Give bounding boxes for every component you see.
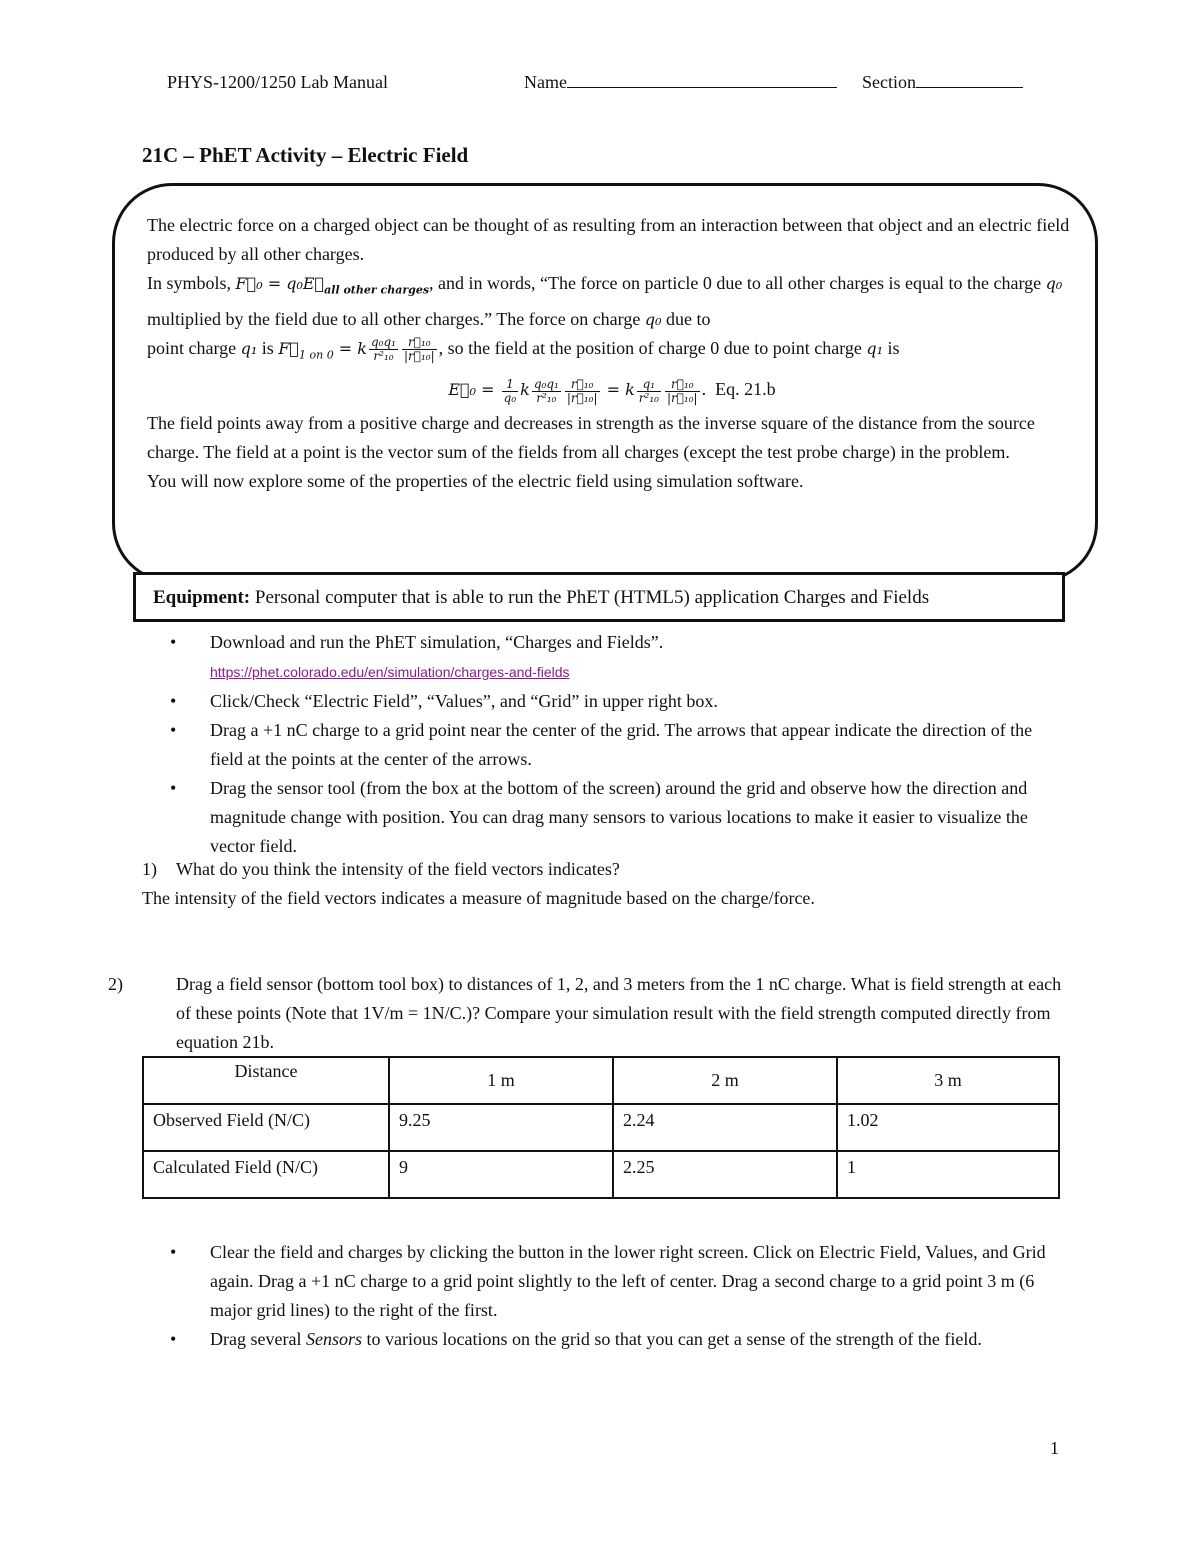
equipment-text: Personal computer that is able to run the PhET (HTML5) application Charges and Fields [250,587,930,608]
table-cell[interactable]: 1.02 [837,1104,1059,1151]
table-cell[interactable]: 9 [389,1151,613,1198]
force-equation: F⃗₀ = q₀E⃗ [235,274,325,293]
intro-paragraph-1: The electric force on a charged object can be thought of as resulting from an interaction between that object and an electric field produced by all other charges. [147,215,1070,264]
question-2: 2) Drag a field sensor (bottom tool box) to distances of 1, 2, and 3 meters from the 1 nC charge. What is field strength at each of these points (Note that 1V/m = 1N/C.)? Compare your simulation result with the field strength computed directly from equation 21b. [108,974,1062,1052]
intro-paragraph-5: You will now explore some of the properties of the electric field using simulation software. [147,470,804,491]
phet-link[interactable]: https://phet.colorado.edu/en/simulation/charges-and-fields [210,664,570,680]
setup-steps [168,628,1063,861]
intro-paragraph-2: In symbols, F⃗₀ = $q_0E⃗_{all other charges}$, and in words, “The force on particle 0 due to all other charges is equal to the charge q₀ multiplied by the field due to all other charges.” The force on charge q₀ due to [147,273,1063,329]
equation-21b: E⃗₀ = $\frac{1}{\text{q₀}}$ k $\frac{\text{q₀q₁}}{\text{r²₁₀}}$ $\frac{\text{r⃗₁₀}}{\text{|r⃗₁₀|}}$ = k $\frac{\text{q₁}}{\text{r²₁₀}}$ $\frac{\text{r⃗₁₀}}{\text{|r⃗₁₀|}}$ . Eq. 21.b [448,376,776,405]
page-title: 21C – PhET Activity – Electric Field [142,143,469,167]
table-row [143,1151,1059,1198]
table-cell[interactable]: 2.25 [613,1151,837,1198]
name-label: Name [524,72,567,92]
row-label: Observed Field (N/C) [143,1104,389,1151]
section-field[interactable] [862,72,1023,93]
section-blank [916,72,1023,88]
section-label: Section [862,72,916,92]
table-row [143,1104,1059,1151]
name-field[interactable] [524,72,837,93]
equipment-box [133,572,1065,622]
table-cell[interactable]: 1 [837,1151,1059,1198]
table-header-row [143,1057,1059,1104]
page-number: 1 [1050,1438,1059,1458]
procedure-steps [168,1238,1063,1354]
name-blank [567,72,837,88]
list-item: • Click/Check “Electric Field”, “Values”, and “Grid” in upper right box. [168,687,1063,716]
header-cell: 2 m [613,1057,837,1104]
course-header: PHYS-1200/1250 Lab Manual [167,72,388,92]
field-strength-table [142,1056,1060,1199]
row-label: Calculated Field (N/C) [143,1151,389,1198]
list-item: • Clear the field and charges by clicking the button in the lower right screen. Click on Electric Field, Values, and Grid again. Drag a +1 nC charge to a grid point slightly to the left of center. Drag a second charge to a grid point 3 m (6 major grid lines) to the right of the first. [168,1238,1063,1325]
table-cell[interactable]: 9.25 [389,1104,613,1151]
equation-label: Eq. 21.b [715,379,776,400]
list-item: • Drag a +1 nC charge to a grid point near the center of the grid. The arrows that appear indicate the direction of the field at the points at the center of the arrows. [168,716,1063,774]
answer-1: The intensity of the field vectors indicates a measure of magnitude based on the charge/force. [142,888,815,908]
header-cell: Distance [143,1057,389,1104]
list-item: • Drag the sensor tool (from the box at the bottom of the screen) around the grid and observe how the direction and magnitude change with position. You can drag many sensors to various locations to make it easier to visualize the vector field. [168,774,1063,861]
question-1: 1) What do you think the intensity of the field vectors indicates? [142,859,620,879]
table-cell[interactable]: 2.24 [613,1104,837,1151]
header-cell: 1 m [389,1057,613,1104]
header-cell: 3 m [837,1057,1059,1104]
equipment-label: Equipment: [153,587,251,608]
intro-paragraph-3: point charge q₁ is $F⃗_{1 on 0} = k$ $\frac{\text{q₀q₁}}{\text{r²₁₀}}$ $\frac{\text{r⃗₁₀}}{\text{|r⃗₁₀|}}$ , so the field at the position of charge 0 due to point charge q₁ is [147,334,900,363]
intro-paragraph-4: The field points away from a positive charge and decreases in strength as the inverse square of the distance from the source charge. The field at a point is the vector sum of the fields from all charges (except the test probe charge) in the problem. [147,412,1035,462]
list-item: • Drag several Sensors to various locations on the grid so that you can get a sense of the strength of the field. [168,1325,1063,1354]
list-item: • Download and run the PhET simulation, “Charges and Fields”. https://phet.colorado.edu/en/simulation/charges-and-fields [168,628,1063,687]
intro-text [147,211,1077,496]
